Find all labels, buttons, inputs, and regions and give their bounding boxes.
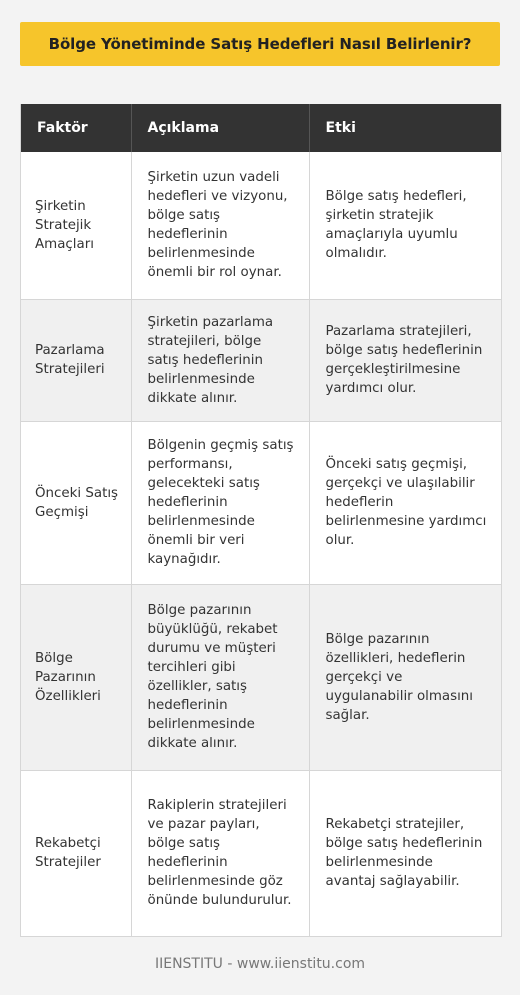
description-cell: Şirketin pazarlama stratejileri, bölge satış hedeflerinin belirlenmesinde dikkate alınır. [131,299,309,421]
effect-cell: Bölge satış hedefleri, şirketin stratejik amaçlarıyla uyumlu olmalıdır. [309,152,501,299]
header-description: Açıklama [131,104,309,152]
table-header-row [21,104,501,152]
description-cell: Bölgenin geçmiş satış performansı, gelecekteki satış hedeflerinin belirlenmesinde önemli bir veri kaynağıdır. [131,421,309,584]
factor-cell: Bölge Pazarının Özellikleri [21,584,131,770]
description-cell: Bölge pazarının büyüklüğü, rekabet durumu ve müşteri tercihleri gibi özellikler, satış hedeflerinin belirlenmesinde dikkate alınır. [131,584,309,770]
title-banner [20,22,500,66]
table-row [21,584,501,770]
header-factor: Faktör [21,104,131,152]
effect-cell: Rekabetçi stratejiler, bölge satış hedeflerinin belirlenmesinde avantaj sağlayabilir. [309,770,501,936]
table-row [21,421,501,584]
header-effect: Etki [309,104,501,152]
effect-cell: Pazarlama stratejileri, bölge satış hedeflerinin gerçekleştirilmesine yardımcı olur. [309,299,501,421]
footer-credit: IIENSTITU - www.iienstitu.com [154,956,366,972]
factors-table-container [20,104,502,937]
factor-cell: Rekabetçi Stratejiler [21,770,131,936]
table-row [21,299,501,421]
description-cell: Şirketin uzun vadeli hedefleri ve vizyonu, bölge satış hedeflerinin belirlenmesinde önemli bir rol oynar. [131,152,309,299]
factor-cell: Şirketin Stratejik Amaçları [21,152,131,299]
factor-cell: Önceki Satış Geçmişi [21,421,131,584]
factor-cell: Pazarlama Stratejileri [21,299,131,421]
page-title: Bölge Yönetiminde Satış Hedefleri Nasıl Belirlenir? [48,35,472,53]
description-cell: Rakiplerin stratejileri ve pazar payları, bölge satış hedeflerinin belirlenmesinde göz önünde bulundurulur. [131,770,309,936]
effect-cell: Önceki satış geçmişi, gerçekçi ve ulaşılabilir hedeflerin belirlenmesine yardımcı olur. [309,421,501,584]
table-row [21,152,501,299]
factors-table [21,104,501,937]
table-row [21,770,501,936]
effect-cell: Bölge pazarının özellikleri, hedeflerin gerçekçi ve uygulanabilir olmasını sağlar. [309,584,501,770]
